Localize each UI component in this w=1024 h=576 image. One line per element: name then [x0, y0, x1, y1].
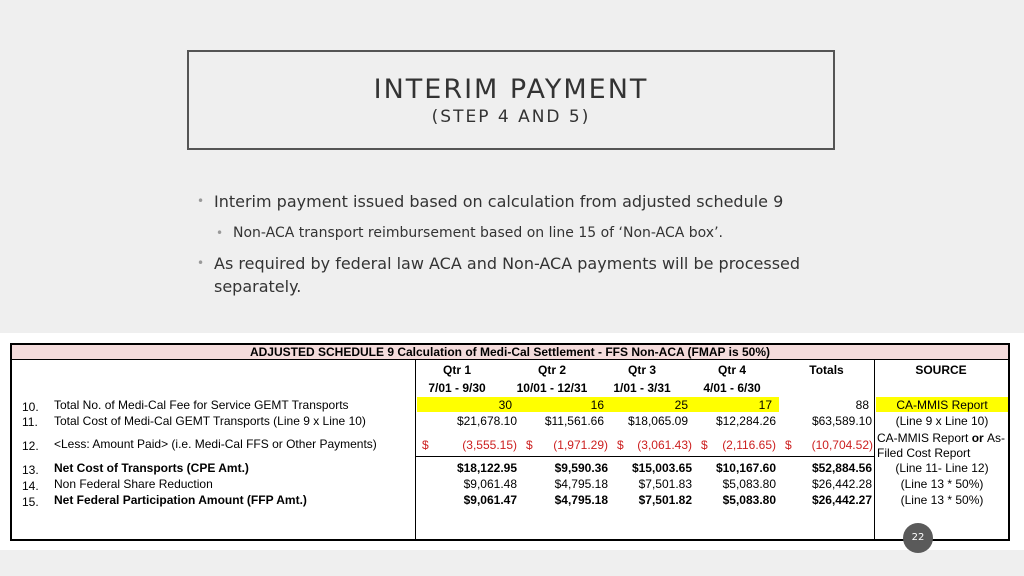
cell-source [877, 431, 1005, 445]
cell-q4: (2,116.65) [722, 438, 776, 452]
slide-subtitle: (STEP 4 AND 5) [431, 107, 591, 127]
col-date4: 4/01 - 6/30 [703, 381, 761, 395]
row-num: 10. [22, 400, 39, 414]
row-label: Non Federal Share Reduction [54, 477, 213, 491]
col-date1: 7/01 - 9/30 [428, 381, 486, 395]
row-num: 11. [22, 415, 38, 429]
col-qtr3: Qtr 3 [627, 363, 656, 377]
cell-total: 88 [855, 398, 869, 412]
col-date2: 10/01 - 12/31 [516, 381, 588, 395]
currency-sign: $ [785, 438, 792, 452]
cell-q3: $7,501.82 [638, 493, 692, 507]
cell-q2: $4,795.18 [554, 477, 608, 491]
page-number: 22 [903, 523, 933, 553]
currency-sign: $ [526, 438, 533, 452]
cell-q2: 16 [590, 398, 604, 412]
schedule-table-area [0, 333, 1024, 550]
row-label: Net Federal Participation Amount (FFP Amt.) [54, 493, 307, 507]
row-num: 14. [22, 479, 39, 493]
row-label: Net Cost of Transports (CPE Amt.) [54, 461, 249, 475]
col-date3: 1/01 - 3/31 [613, 381, 671, 395]
currency-sign: $ [701, 438, 708, 452]
bullet-text: Non-ACA transport reimbursement based on line 15 of ‘Non-ACA box’. [233, 225, 723, 241]
cell-q2: $11,561.66 [544, 414, 604, 428]
cell-source: (Line 13 * 50%) [900, 477, 984, 491]
row-num: 12. [22, 439, 39, 453]
cell-source: Filed Cost Report [877, 446, 971, 460]
slide-title: INTERIM PAYMENT [373, 74, 649, 105]
cell-total: $26,442.28 [811, 477, 872, 491]
cell-total: $63,589.10 [811, 414, 872, 428]
cell-q4: $5,083.80 [722, 477, 776, 491]
bullet-subitem [216, 222, 837, 245]
currency-sign: $ [617, 438, 624, 452]
title-box [187, 50, 835, 150]
cell-q1: $9,061.47 [463, 493, 517, 507]
cell-q4: $12,284.26 [715, 414, 776, 428]
bullet-text: As required by federal law ACA and Non-ACA payments will be processed separately. [214, 254, 801, 296]
bullet-dot-icon: • [216, 226, 224, 240]
row-num: 13. [22, 463, 39, 477]
col-totals: Totals [809, 363, 844, 377]
cell-source: (Line 9 x Line 10) [895, 414, 989, 428]
col-qtr4: Qtr 4 [717, 363, 746, 377]
cell-total: $52,884.56 [811, 461, 872, 475]
cell-q3: (3,061.43) [637, 438, 692, 452]
cell-source: (Line 13 * 50%) [900, 493, 984, 507]
cell-q3: $7,501.83 [638, 477, 692, 491]
source-text: As- [987, 431, 1006, 445]
cell-q1: $21,678.10 [456, 414, 517, 428]
table-header: ADJUSTED SCHEDULE 9 Calculation of Medi-Cal Settlement - FFS Non-ACA (FMAP is 50%) [12, 345, 1008, 360]
row-label: Total Cost of Medi-Cal GEMT Transports (Line 9 x Line 10) [54, 414, 366, 428]
row-label: <Less: Amount Paid> (i.e. Medi-Cal FFS or Other Payments) [54, 437, 377, 451]
col-source: SOURCE [915, 363, 967, 377]
col-qtr1: Qtr 1 [442, 363, 471, 377]
row-label: Total No. of Medi-Cal Fee for Service GEMT Transports [54, 398, 349, 412]
cell-source: CA-MMIS Report [896, 398, 988, 412]
cell-total: $26,442.27 [811, 493, 872, 507]
cell-source: (Line 11- Line 12) [895, 461, 989, 475]
cell-q2: $9,590.36 [554, 461, 608, 475]
row-num: 15. [22, 495, 39, 509]
cell-q1: (3,555.15) [462, 438, 517, 452]
divider [874, 360, 875, 541]
divider [415, 360, 416, 541]
source-or: or [968, 431, 988, 445]
cell-q3: $15,003.65 [631, 461, 692, 475]
cell-q1: 30 [498, 398, 512, 412]
cell-q4: 17 [758, 398, 772, 412]
cell-q4: $10,167.60 [715, 461, 776, 475]
cell-q2: $4,795.18 [554, 493, 608, 507]
cell-q3: 25 [674, 398, 688, 412]
bullet-text: Interim payment issued based on calculation from adjusted schedule 9 [214, 192, 784, 211]
source-text: CA-MMIS Report [877, 431, 969, 445]
schedule-table [10, 343, 1010, 541]
col-qtr2: Qtr 2 [537, 363, 566, 377]
cell-q3: $18,065.09 [627, 414, 688, 428]
bullet-dot-icon: • [197, 256, 205, 270]
divider [415, 456, 875, 457]
currency-sign: $ [422, 438, 429, 452]
bullet-item [197, 190, 837, 213]
cell-q4: $5,083.80 [722, 493, 776, 507]
cell-q2: (1,971.29) [553, 438, 608, 452]
bullet-item [197, 252, 814, 298]
bullet-dot-icon: • [197, 194, 205, 208]
cell-total: (10,704.52) [811, 438, 873, 452]
cell-q1: $9,061.48 [463, 477, 517, 491]
cell-q1: $18,122.95 [456, 461, 517, 475]
bullet-list [197, 190, 837, 298]
